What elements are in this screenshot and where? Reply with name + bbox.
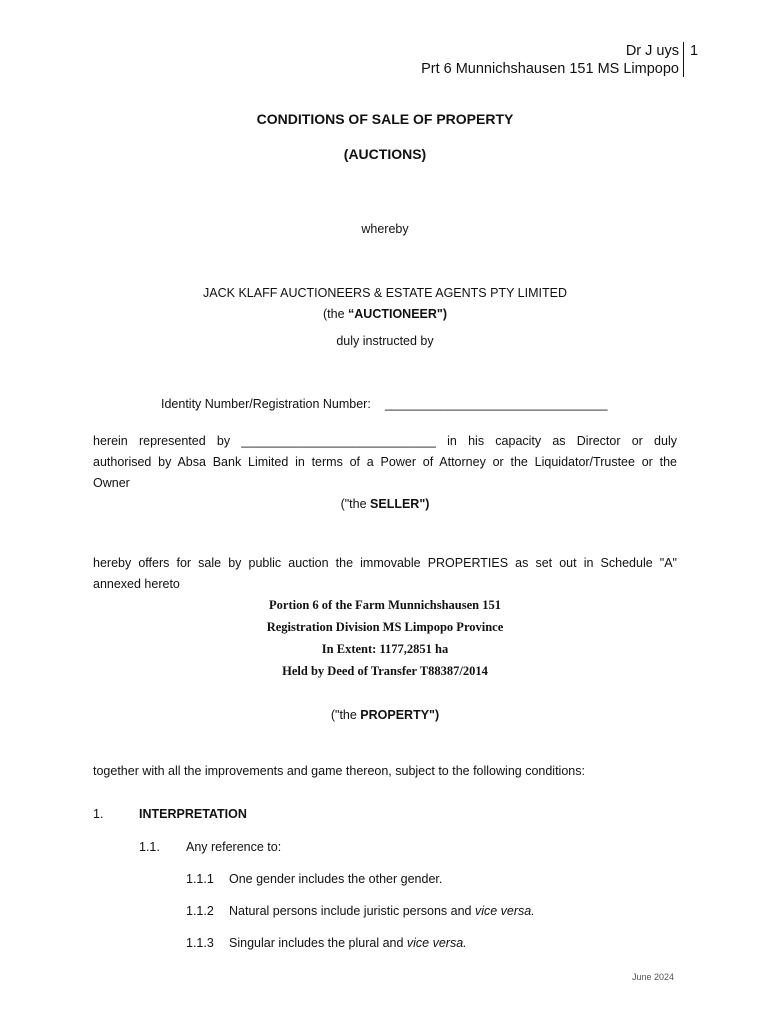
together-text: together with all the improvements and game thereon, subject to the following conditions: — [93, 764, 585, 778]
offer-line-2: annexed hereto — [93, 577, 180, 591]
offer-line-1: hereby offers for sale by public auction the immovable PROPERTIES as set out in Schedule "A" — [93, 556, 677, 570]
clause-number: 1.1.1 — [186, 872, 214, 886]
clause-number: 1.1.3 — [186, 936, 214, 950]
page-number: 1 — [690, 43, 699, 59]
clause-text: One gender includes the other gender. — [229, 872, 443, 886]
section-heading: INTERPRETATION — [139, 807, 247, 821]
seller-label: ("the SELLER") — [340, 497, 430, 511]
property-detail: Held by Deed of Transfer T88387/2014 — [282, 664, 488, 678]
section-number: 1. — [93, 807, 104, 821]
duly-instructed-text: duly instructed by — [336, 334, 434, 348]
represented-line-1: herein represented by ____________________________ in his capacity as Director or duly — [93, 434, 677, 448]
subsection-number: 1.1. — [139, 840, 160, 854]
auctioneer-label: (the “AUCTIONEER") — [323, 307, 447, 321]
header-address: Prt 6 Munnichshausen 151 MS Limpopo — [421, 61, 679, 77]
header-divider — [683, 42, 684, 77]
identity-label: Identity Number/Registration Number: — [161, 397, 371, 411]
clause-text: Natural persons include juristic persons and vice versa. — [229, 904, 535, 918]
identity-blank: ________________________________ — [385, 397, 608, 411]
clause-number: 1.1.2 — [186, 904, 214, 918]
represented-line-2: authorised by Absa Bank Limited in terms of a Power of Attorney or the Liquidator/Trustee or the — [93, 455, 677, 469]
property-detail: Portion 6 of the Farm Munnichshausen 151 — [269, 598, 501, 612]
property-detail: In Extent: 1177,2851 ha — [321, 642, 449, 656]
whereby-text: whereby — [361, 222, 409, 236]
clause-text: Singular includes the plural and vice versa. — [229, 936, 467, 950]
footer-date: June 2024 — [632, 972, 675, 982]
auctioneer-name: JACK KLAFF AUCTIONEERS & ESTATE AGENTS PTY LIMITED — [203, 286, 567, 300]
property-label: ("the PROPERTY") — [330, 708, 440, 722]
header-name: Dr J uys — [625, 43, 679, 59]
document-subtitle: (AUCTIONS) — [343, 146, 427, 162]
property-detail: Registration Division MS Limpopo Province — [266, 620, 504, 634]
represented-line-3: Owner — [93, 476, 130, 490]
document-title: CONDITIONS OF SALE OF PROPERTY — [256, 111, 514, 127]
subsection-text: Any reference to: — [186, 840, 282, 854]
